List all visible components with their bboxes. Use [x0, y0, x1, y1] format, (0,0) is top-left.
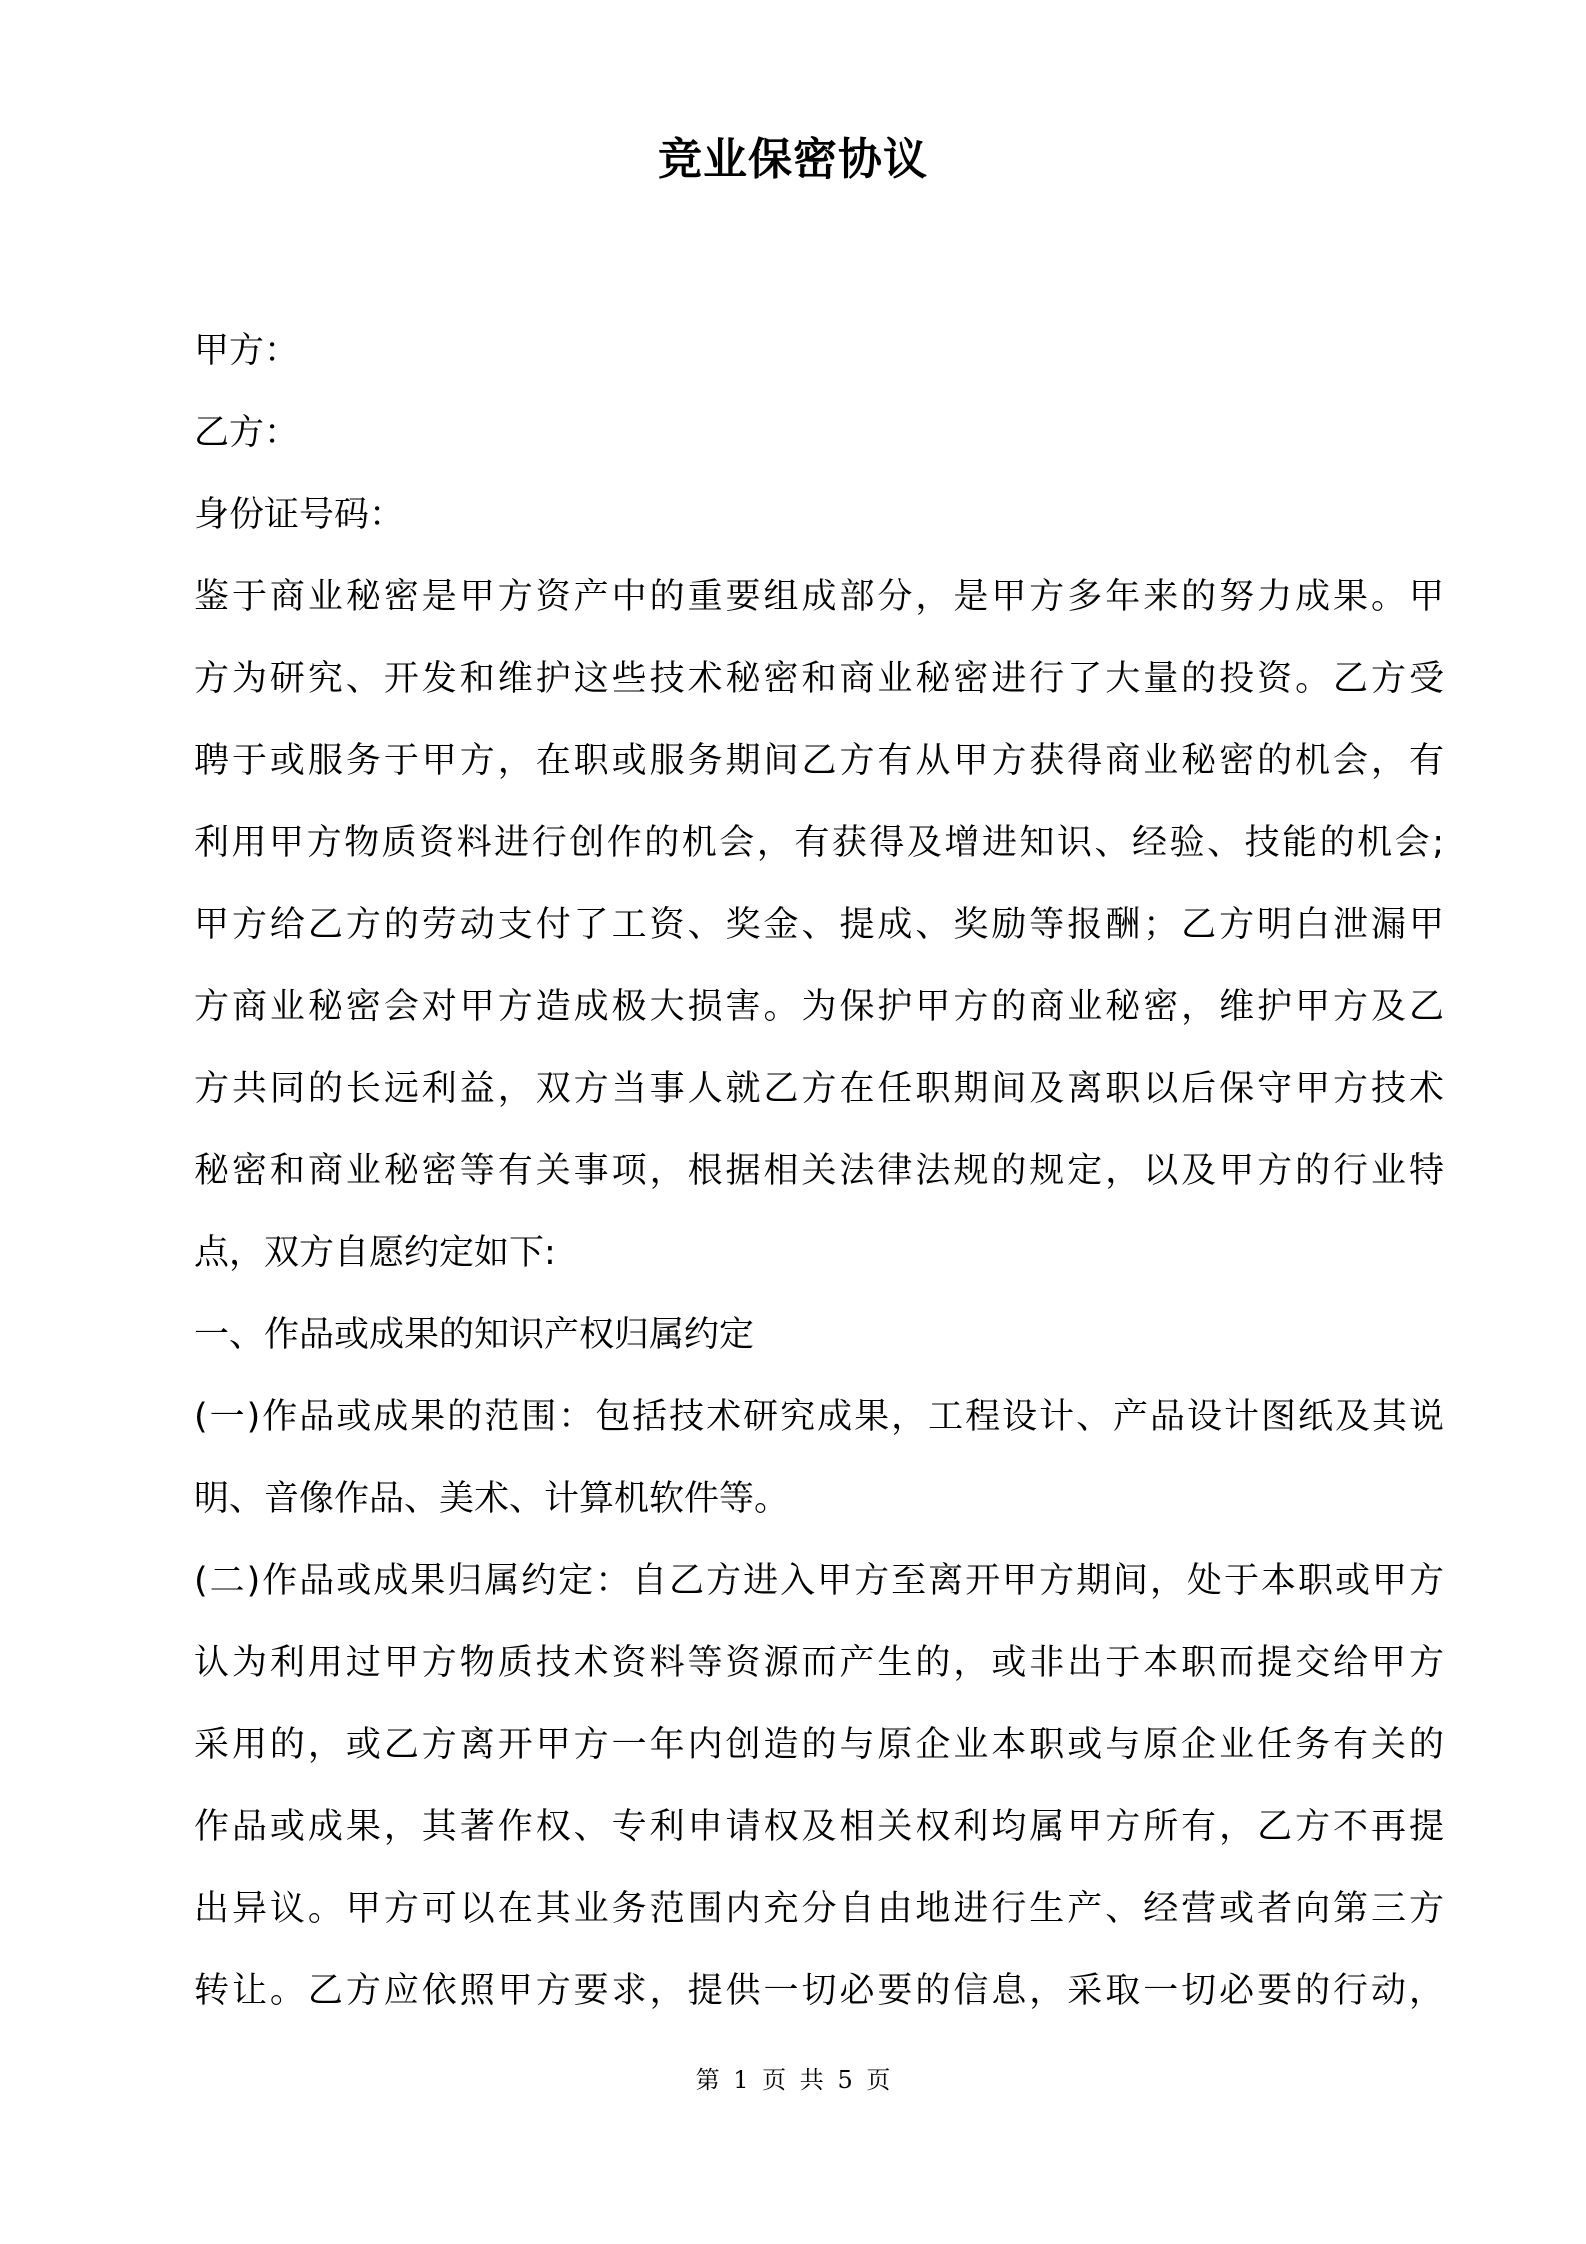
clause-line: 采用的，或乙方离开甲方一年内创造的与原企业本职或与原企业任务有关的 [194, 1725, 1444, 1765]
clause-line: 转让。乙方应依照甲方要求，提供一切必要的信息，采取一切必要的行动， [194, 1971, 1444, 2011]
preamble-line: 方为研究、开发和维护这些技术秘密和商业秘密进行了大量的投资。乙方受 [194, 659, 1444, 699]
preamble-line: 方商业秘密会对甲方造成极大损害。为保护甲方的商业秘密，维护甲方及乙 [194, 987, 1444, 1027]
clause-1-paragraph [194, 1376, 1444, 1540]
clause-line: 认为利用过甲方物质技术资料等资源而产生的，或非出于本职而提交给甲方 [194, 1643, 1444, 1683]
clause-line: 作品或成果，其著作权、专利申请权及相关权利均属甲方所有，乙方不再提 [194, 1807, 1444, 1847]
clause-line: 明、音像作品、美术、计算机软件等。 [194, 1479, 790, 1519]
preamble-line: 秘密和商业秘密等有关事项，根据相关法律法规的规定，以及甲方的行业特 [194, 1151, 1444, 1191]
preamble-line: 利用甲方物质资料进行创作的机会，有获得及增进知识、经验、技能的机会; [194, 823, 1444, 863]
document-body [194, 310, 1444, 2032]
preamble-paragraph [194, 556, 1444, 1294]
document-title: 竞业保密协议 [658, 134, 928, 185]
field-id-number: 身份证号码： [194, 495, 405, 535]
preamble-line: 点，双方自愿约定如下: [194, 1233, 556, 1273]
section-heading: 一、作品或成果的知识产权归属约定 [194, 1315, 755, 1355]
preamble-line: 方共同的长远利益，双方当事人就乙方在任职期间及离职以后保守甲方技术 [194, 1069, 1444, 1109]
clause-line: (二)作品或成果归属约定：自乙方进入甲方至离开甲方期间，处于本职或甲方 [194, 1561, 1444, 1601]
clause-line: 出异议。甲方可以在其业务范围内充分自由地进行生产、经营或者向第三方 [194, 1889, 1444, 1929]
page-number-footer: 第 1 页 共 5 页 [695, 2066, 891, 2094]
preamble-line: 聘于或服务于甲方，在职或服务期间乙方有从甲方获得商业秘密的机会，有 [194, 741, 1444, 781]
preamble-line: 鉴于商业秘密是甲方资产中的重要组成部分，是甲方多年来的努力成果。甲 [194, 577, 1444, 617]
clause-line: (一)作品或成果的范围：包括技术研究成果，工程设计、产品设计图纸及其说 [194, 1397, 1444, 1437]
preamble-line: 甲方给乙方的劳动支付了工资、奖金、提成、奖励等报酬；乙方明白泄漏甲 [194, 905, 1444, 945]
field-party-b: 乙方： [194, 413, 300, 453]
clause-2-paragraph [194, 1540, 1444, 2032]
field-party-a: 甲方： [194, 331, 300, 371]
